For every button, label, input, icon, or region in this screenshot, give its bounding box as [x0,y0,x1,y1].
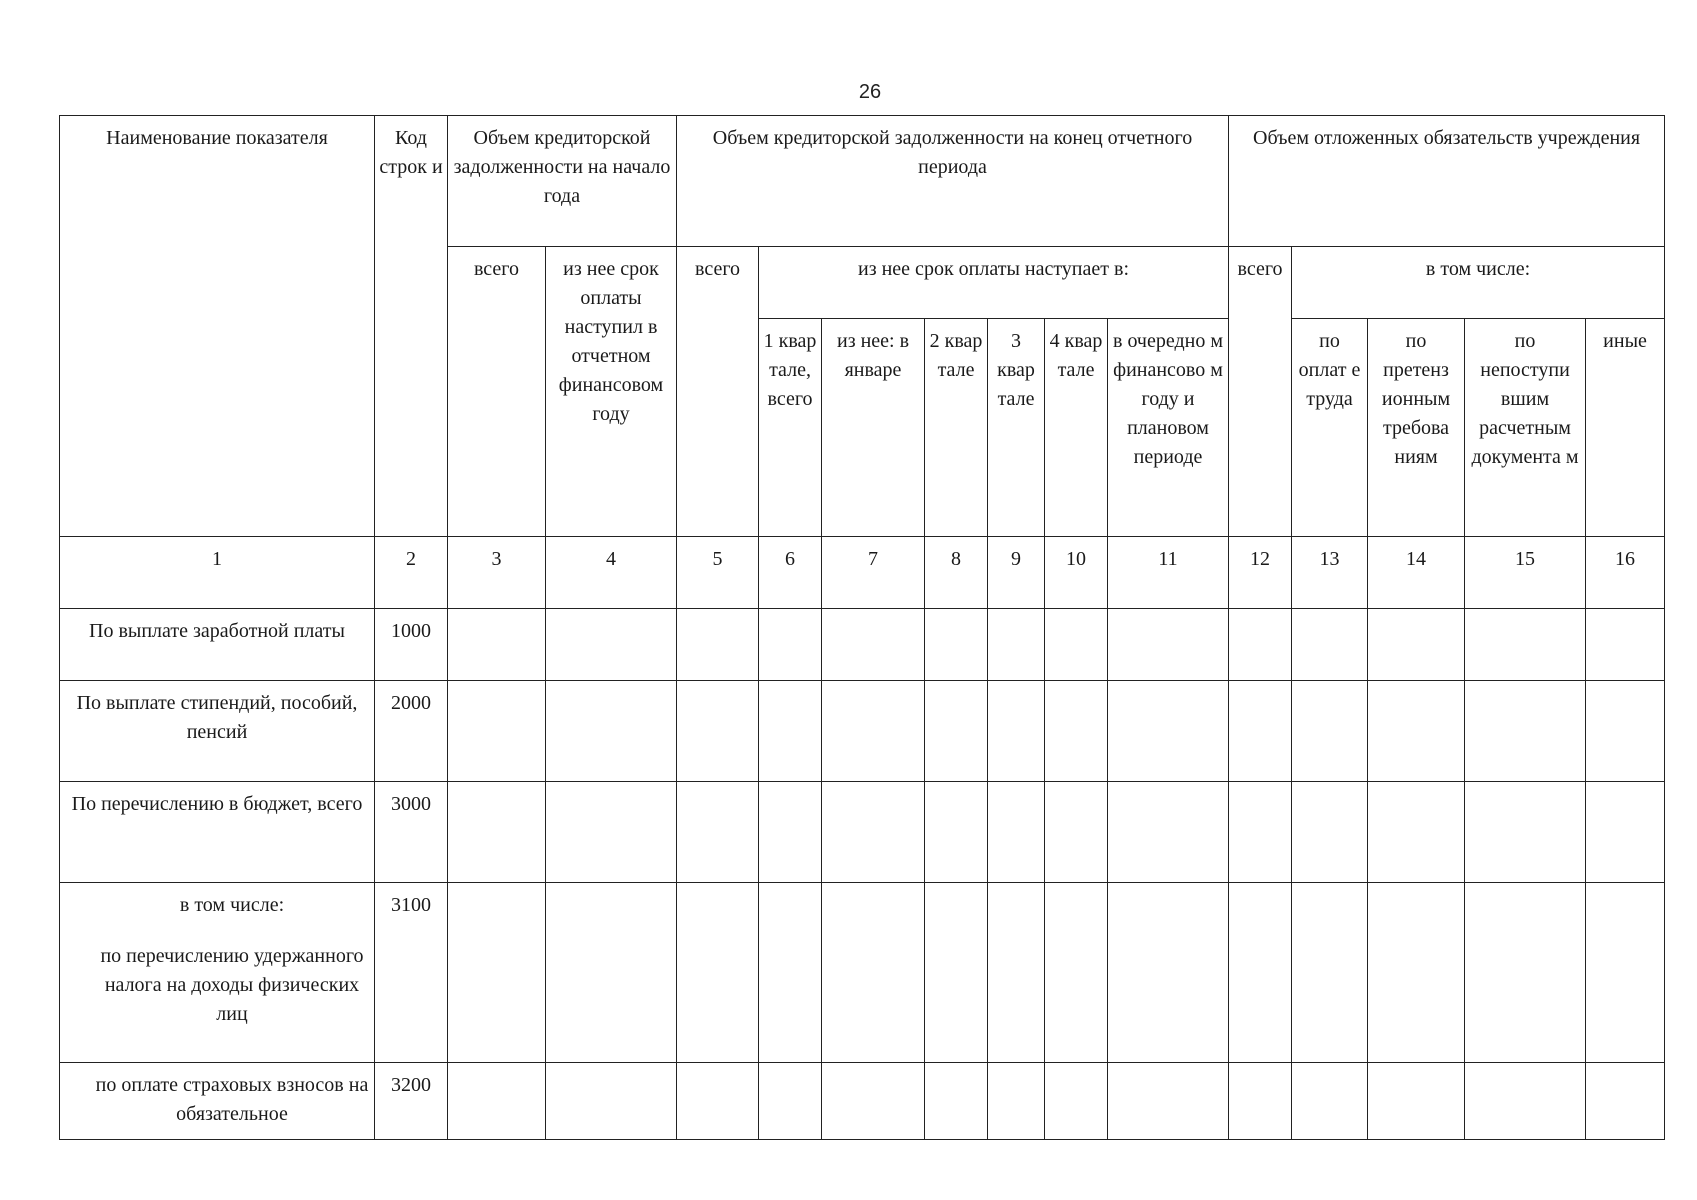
table-cell [988,681,1045,782]
header-begin-total: всего [448,247,546,537]
page-number: 26 [858,81,882,103]
column-number: 13 [1292,537,1368,609]
header-deferred-group: Объем отложенных обязательств учреждения [1229,116,1665,247]
table-cell [448,1063,546,1140]
header-docs: по непоступи вшим расчетным документа м [1465,319,1586,537]
column-number: 15 [1465,537,1586,609]
table-cell [1292,1063,1368,1140]
header-other: иные [1586,319,1665,537]
row-code: 3000 [375,782,448,883]
table-cell [1045,681,1108,782]
column-number: 2 [375,537,448,609]
table-cell [677,883,759,1063]
header-q4: 4 квар тале [1045,319,1108,537]
table-cell [759,609,822,681]
table-row [60,609,1665,681]
table-cell [448,883,546,1063]
row-code: 3200 [375,1063,448,1140]
table-cell [1368,681,1465,782]
header-begin-group: Объем кредиторской задолженности на начало года [448,116,677,247]
header-next-year: в очередно м финансово м году и плановом периоде [1108,319,1229,537]
table-cell [677,782,759,883]
table-cell [759,782,822,883]
header-q2: 2 квар тале [925,319,988,537]
table-cell [1292,681,1368,782]
table-cell [1108,1063,1229,1140]
table-cell [822,883,925,1063]
header-row-1 [60,116,1665,247]
column-number: 9 [988,537,1045,609]
header-code: Код строк и [375,116,448,537]
table-cell [1045,883,1108,1063]
table-cell [1045,1063,1108,1140]
column-number: 1 [60,537,375,609]
table-cell [1229,782,1292,883]
table-cell [1465,883,1586,1063]
table-cell [822,609,925,681]
table-cell [546,1063,677,1140]
table-cell [759,681,822,782]
table-cell [822,1063,925,1140]
table-cell [1229,681,1292,782]
table-cell [988,883,1045,1063]
table-cell [1368,883,1465,1063]
table-cell [1586,681,1665,782]
table-cell [1229,609,1292,681]
column-number: 7 [822,537,925,609]
table-cell [1108,609,1229,681]
table-cell [1045,609,1108,681]
header-claims: по претенз ионным требова ниям [1368,319,1465,537]
table-cell [925,1063,988,1140]
row-name: По выплате заработной платы [60,609,375,681]
table-cell [1465,681,1586,782]
table-cell [988,1063,1045,1140]
row-code: 1000 [375,609,448,681]
table-cell [1368,609,1465,681]
table-cell [1368,782,1465,883]
row-subname: по перечислению удержанного налога на доходы физических лиц [100,945,364,1025]
row-name: в том числе: [179,894,285,916]
column-number: 3 [448,537,546,609]
header-begin-due: из нее срок оплаты наступил в отчетном финансовом году [546,247,677,537]
table-cell [925,609,988,681]
table-cell [546,681,677,782]
table-cell [1045,782,1108,883]
table-cell [988,609,1045,681]
column-number: 16 [1586,537,1665,609]
table-cell [448,681,546,782]
table-cell [925,883,988,1063]
report-table [59,115,1665,1140]
table-cell [1465,609,1586,681]
column-number: 12 [1229,537,1292,609]
table-cell [677,681,759,782]
row-name-cell [60,883,375,1063]
column-number: 11 [1108,537,1229,609]
row-code: 3100 [375,883,448,1063]
table-cell [1465,1063,1586,1140]
table-cell [546,609,677,681]
table-cell [759,1063,822,1140]
header-january: из нее: в январе [822,319,925,537]
column-number: 6 [759,537,822,609]
table-cell [1108,681,1229,782]
header-end-group: Объем кредиторской задолженности на конец отчетного периода [677,116,1229,247]
table-cell [759,883,822,1063]
table-cell [1229,883,1292,1063]
table-cell [546,782,677,883]
table-cell [1108,782,1229,883]
table-cell [1292,609,1368,681]
table-cell [925,681,988,782]
header-end-total: всего [677,247,759,537]
column-number: 5 [677,537,759,609]
table-cell [1108,883,1229,1063]
table-cell [822,782,925,883]
row-name: по оплате страховых взносов на обязательное [60,1063,375,1140]
header-incl-group: в том числе: [1292,247,1665,319]
table-cell [1586,883,1665,1063]
table-cell [677,1063,759,1140]
table-cell [1368,1063,1465,1140]
table-cell [988,782,1045,883]
table-cell [546,883,677,1063]
table-cell [925,782,988,883]
row-code: 2000 [375,681,448,782]
table-cell [1292,782,1368,883]
table-cell [1586,1063,1665,1140]
table-cell [1586,609,1665,681]
table-row [60,883,1665,1063]
header-q3: 3 квар тале [988,319,1045,537]
column-number: 14 [1368,537,1465,609]
header-q1-total: 1 квар тале, всего [759,319,822,537]
table-cell [448,609,546,681]
table-cell [677,609,759,681]
table-cell [448,782,546,883]
column-number: 10 [1045,537,1108,609]
table-row [60,681,1665,782]
table-cell [1586,782,1665,883]
table-cell [1229,1063,1292,1140]
table-cell [1292,883,1368,1063]
header-wages: по оплат е труда [1292,319,1368,537]
header-name: Наименование показателя [60,116,375,537]
table-cell [822,681,925,782]
column-number: 8 [925,537,988,609]
header-deferred-total: всего [1229,247,1292,537]
table-cell [1465,782,1586,883]
table-row [60,1063,1665,1140]
column-number-row [60,537,1665,609]
column-number: 4 [546,537,677,609]
row-name: По выплате стипендий, пособий, пенсий [60,681,375,782]
header-end-due-group: из нее срок оплаты наступает в: [759,247,1229,319]
row-name: По перечислению в бюджет, всего [60,782,375,883]
table-row [60,782,1665,883]
